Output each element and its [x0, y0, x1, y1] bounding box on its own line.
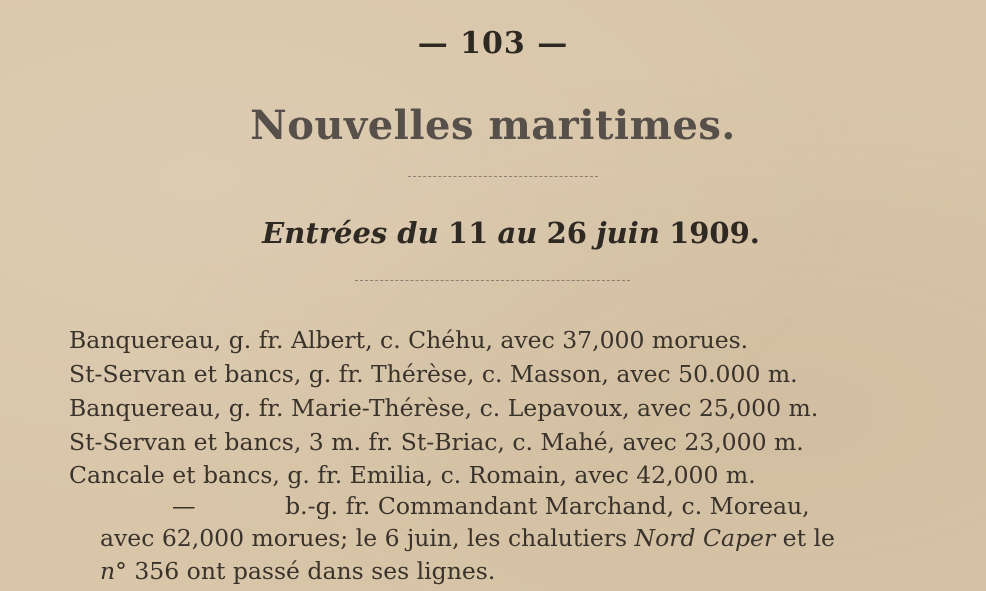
section-title: Nouvelles maritimes. [250, 102, 736, 149]
entry-text: et le [775, 524, 835, 552]
subtitle-entrees-du: Entrées du [262, 216, 439, 250]
entry-line: Cancale et bancs, g. fr. Emilia, c. Romain, avec 42,000 m. [69, 461, 756, 489]
entry-text: 356 ont passé dans ses lignes. [126, 557, 496, 585]
ship-name: Nord Caper [634, 524, 776, 552]
entry-line-continuation [100, 524, 835, 552]
subtitle-month: juin [596, 216, 660, 250]
subtitle-divider [355, 280, 630, 281]
page-number: — 103 — [417, 26, 569, 61]
entry-line: St-Servan et bancs, g. fr. Thérèse, c. Masson, avec 50.000 m. [69, 360, 798, 388]
entry-line: Banquereau, g. fr. Marie-Thérèse, c. Lepavoux, avec 25,000 m. [69, 394, 819, 422]
entry-line: — b.-g. fr. Commandant Marchand, c. Moreau, [172, 492, 810, 520]
entry-text: avec 62,000 morues; le 6 juin, les chalutiers [100, 524, 635, 552]
subtitle-au: au [497, 216, 538, 250]
entry-line: Banquereau, g. fr. Albert, c. Chéhu, avec 37,000 morues. [69, 326, 749, 354]
number-abbrev: n° [100, 557, 127, 585]
section-subtitle [0, 216, 986, 250]
subtitle-start-day: 11 [447, 216, 489, 250]
title-divider [408, 176, 598, 177]
entry-line-continuation [100, 557, 495, 585]
subtitle-year: 1909. [669, 216, 760, 250]
entry-line: St-Servan et bancs, 3 m. fr. St-Briac, c. Mahé, avec 23,000 m. [69, 428, 804, 456]
subtitle-end-day: 26 [546, 216, 587, 250]
